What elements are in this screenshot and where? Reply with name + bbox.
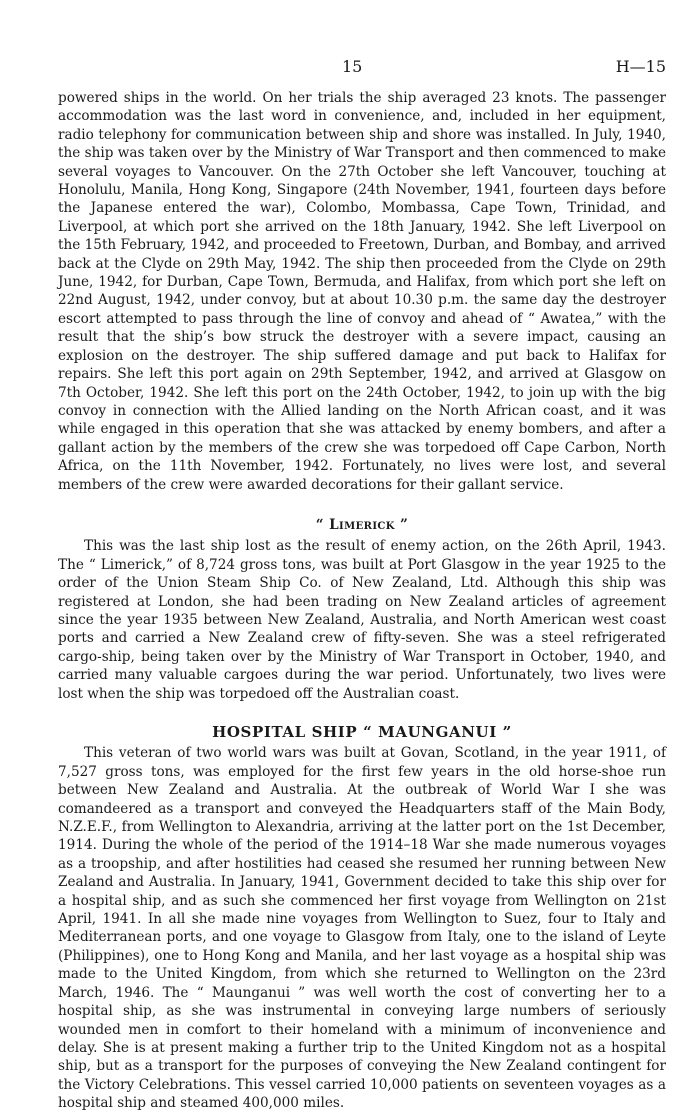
maunganui-paragraph: This veteran of two world wars was built at Govan, Scotland, in the year 1911, of 7,527 gross tons, was employed for the first few years in the old horse-shoe run between New Zealand and Australia. At the outbreak of World War I she was comandeered as a transport and conveyed the Headquarters staff of the Main Body, N.Z.E.F., from Wellington to Alexandria, arriving at the latter port on the 1st December, 1914. During the whole of the period of the 1914–18 War she made numerous voyages as a troopship, and after hostilities had ceased she resumed her running between New Zealand and Australia. In January, 1941, Government decided to take this ship over for a hospital ship, and as such she commenced her first voyage from Wellington on 21st April, 1941. In all she made nine voyages from Wellington to Suez, four to Italy and Mediterranean ports, and one voyage to Glasgow from Italy, one to the island of Leyte (Philippines), one to Hong Kong and Manila, and her last voyage as a hospital ship was made to the United Kingdom, from which she returned to Wellington on the 23rd March, 1946. The “ Maunganui ” was well worth the cost of converting her to a hospital ship, as she was instrumental in conveying large numbers of seriously wounded men in comfort to their homeland with a minimum of inconvenience and delay. She is at present making a further trip to the United Kingdom not as a hospital ship, but as a transport for the purposes of conveying the New Zealand contingent for the Victory Celebrations. This vessel carried 10,000 patients on seventeen voyages as a hospital ship and steamed 400,000 miles.	[58, 745, 666, 1112]
limerick-paragraph: This was the last ship lost as the result of enemy action, on the 26th April, 1943. The “ Limerick,” of 8,724 gross tons, was built at Port Glasgow in the year 1925 to the order of the Union Steam Ship Co. of New Zealand, Ltd. Although this ship was registered at London, she had been trading on New Zealand articles of agreement since the year 1935 between New Zealand, Australia, and North American west coast ports and carried a New Zealand crew of fifty-seven. She was a steel refrigerated cargo-ship, being taken over by the Ministry of War Transport in October, 1940, and carried many valuable cargoes during the war period. Unfortunately, two lives were lost when the ship was torpedoed off the Australian coast.	[58, 538, 666, 702]
document-series-number: H—15	[615, 57, 666, 76]
limerick-heading: “ Limerick ”	[315, 516, 409, 533]
maunganui-heading: HOSPITAL SHIP “ MAUNGANUI ”	[212, 723, 512, 741]
page-body	[58, 89, 666, 1113]
page-number: 15	[342, 57, 363, 76]
page-header	[58, 58, 666, 80]
awatea-paragraph: powered ships in the world. On her trials the ship averaged 23 knots. The passenger accommodation was the last word in convenience, and, included in her equipment, radio telephony for communication between ship and shore was installed. In July, 1940, the ship was taken over by the Ministry of War Transport and then commenced to make several voyages to Vancouver. On the 27th October she left Vancouver, touching at Honolulu, Manila, Hong Kong, Singapore (24th November, 1941, fourteen days before the Japanese entered the war), Colombo, Mombassa, Cape Town, Trinidad, and Liverpool, at which port she arrived on the 18th January, 1942. She left Liverpool on the 15th February, 1942, and proceeded to Freetown, Durban, and Bombay, and arrived back at the Clyde on 29th May, 1942. The ship then proceeded from the Clyde on 29th June, 1942, for Durban, Cape Town, Bermuda, and Halifax, from which port she left on 22nd August, 1942, under convoy, but at about 10.30 p.m. the same day the destroyer escort attempted to pass through the line of convoy and ahead of “ Awatea,” with the result that the ship’s bow struck the destroyer with a severe impact, causing an explosion on the destroyer. The ship suffered damage and put back to Halifax for repairs. She left this port again on 29th September, 1942, and arrived at Glasgow on 7th October, 1942. She left this port on the 24th October, 1942, to join up with the big convoy in connection with the Allied landing on the North African coast, and it was while engaged in this operation that she was attacked by enemy bombers, and after a gallant action by the members of the crew she was torpedoed off Cape Carbon, North Africa, on the 11th November, 1942. Fortunately, no lives were lost, and several members of the crew were awarded decorations for their gallant service.	[58, 90, 666, 493]
